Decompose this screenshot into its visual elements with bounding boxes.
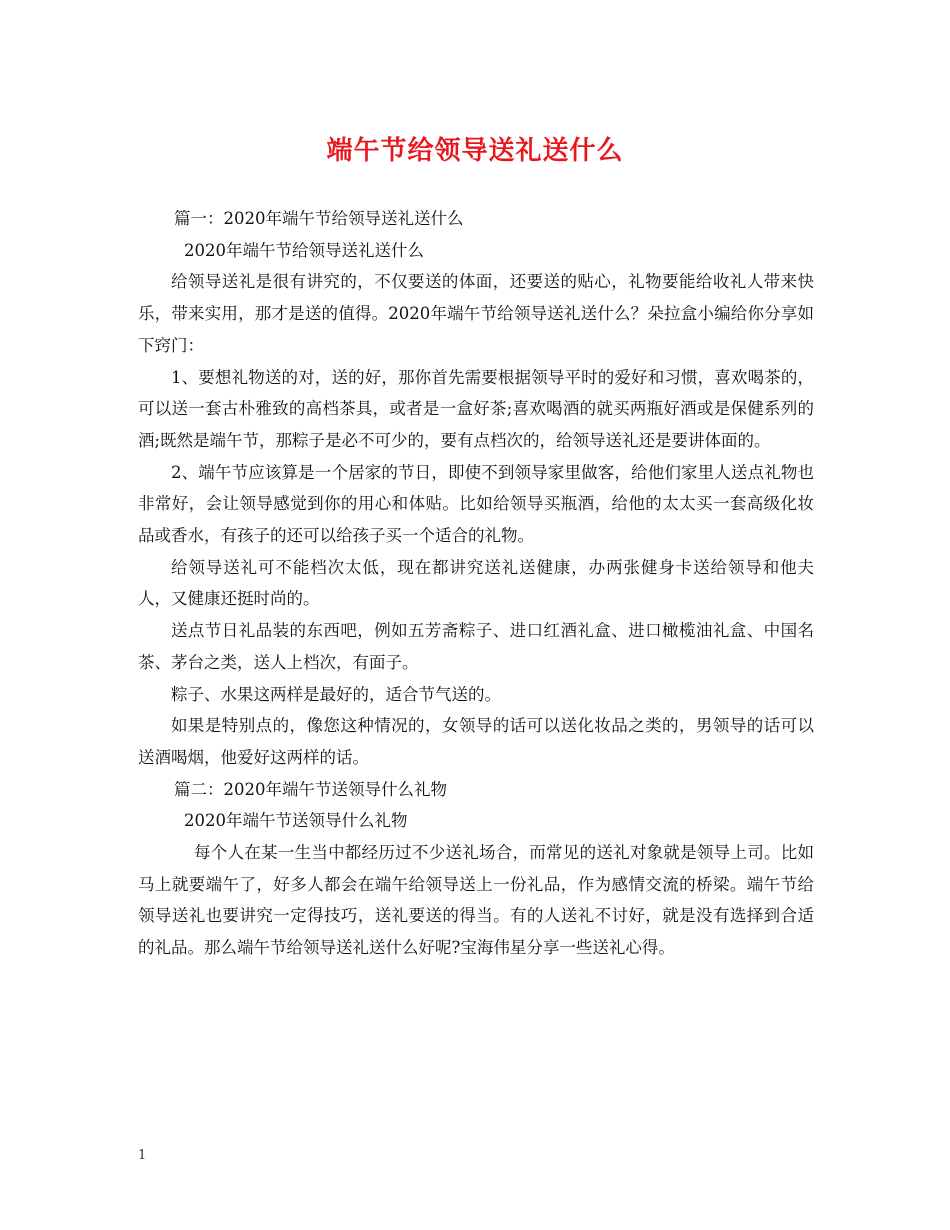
paragraph: 给领导送礼可不能档次太低，现在都讲究送礼送健康，办两张健身卡送给领导和他夫人，又健康还挺时尚的。 [138, 557, 814, 609]
paragraph: 1、要想礼物送的对，送的好，那你首先需要根据领导平时的爱好和习惯，喜欢喝茶的，可以送一套古朴雅致的高档茶具，或者是一盒好茶;喜欢喝酒的就买两瓶好酒或是保健系列的酒;既然是端午节，那粽子是必不可少的，要有点档次的，给领导送礼还是要讲体面的。 [138, 367, 814, 450]
paragraph: 给领导送礼是很有讲究的，不仅要送的体面，还要送的贴心，礼物要能给收礼人带来快乐，带来实用，那才是送的值得。2020年端午节给领导送礼送什么？朵拉盒小编给你分享如下窍门： [138, 272, 814, 355]
section-heading: 篇二：2020年端午节送领导什么礼物 [174, 779, 447, 799]
section-heading: 篇一：2020年端午节给领导送礼送什么 [174, 209, 464, 228]
paragraph: 如果是特别点的，像您这种情况的，女领导的话可以送化妆品之类的，男领导的话可以送酒喝烟，他爱好这两样的话。 [138, 716, 814, 767]
document-body [138, 203, 814, 964]
section-subheading: 2020年端午节给领导送礼送什么 [184, 240, 424, 260]
paragraph: 每个人在某一生当中都经历过不少送礼场合，而常见的送礼对象就是领导上司。比如马上就要端午了，好多人都会在端午给领导送上一份礼品，作为感情交流的桥梁。端午节给领导送礼也要讲究一定得技巧，送礼要送的得当。有的人送礼不讨好，就是没有选择到合适的礼品。那么端午节给领导送礼送什么好呢?宝海伟星分享一些送礼心得。 [138, 843, 814, 958]
paragraph: 2、端午节应该算是一个居家的节日，即使不到领导家里做客，给他们家里人送点礼物也非常好，会让领导感觉到你的用心和体贴。比如给领导买瓶酒，给他的太太买一套高级化妆品或香水，有孩子的还可以给孩子买一个适合的礼物。 [138, 462, 814, 546]
page-number: 1 [138, 1148, 147, 1163]
section-subheading: 2020年端午节送领导什么礼物 [184, 811, 408, 831]
paragraph: 粽子、水果这两样是最好的，适合节气送的。 [171, 684, 501, 704]
paragraph: 送点节日礼品装的东西吧，例如五芳斋粽子、进口红酒礼盒、进口橄榄油礼盒、中国名茶、茅台之类，送人上档次，有面子。 [138, 621, 814, 672]
document-title: 端午节给领导送礼送什么 [326, 136, 624, 166]
